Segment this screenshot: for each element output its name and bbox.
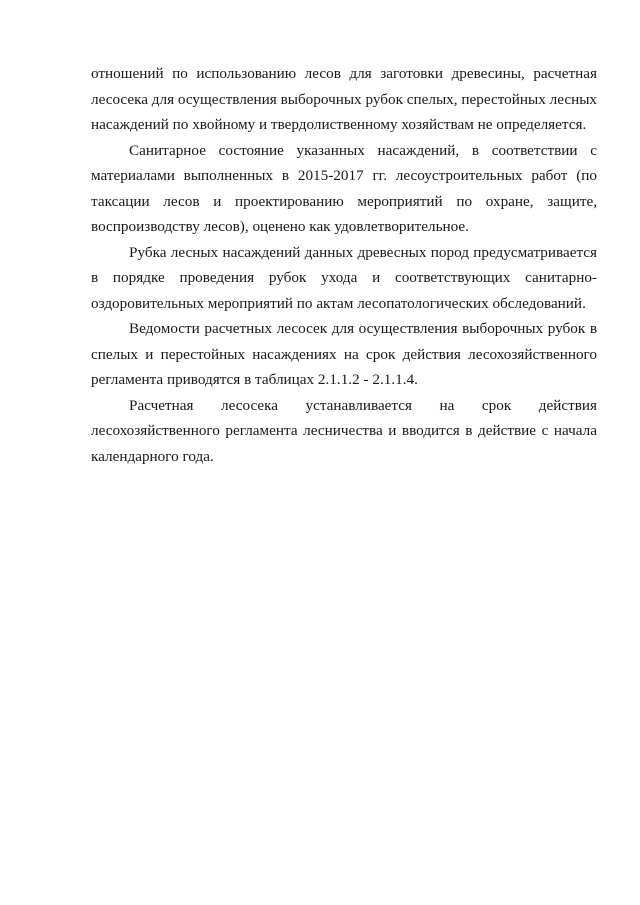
text-line: в порядке проведения рубок ухода и соответствующих санитарно- bbox=[91, 269, 597, 286]
text-line: регламента приводятся в таблицах 2.1.1.2 - 2.1.1.4. bbox=[91, 371, 418, 388]
paragraph-3 bbox=[91, 240, 597, 317]
text-line: отношений по использованию лесов для заготовки древесины, расчетная bbox=[91, 65, 597, 82]
text-line: оздоровительных мероприятий по актам лесопатологических обследований. bbox=[91, 294, 586, 312]
text-line: насаждений по хвойному и твердолиственному хозяйствам не определяется. bbox=[91, 116, 587, 133]
text-line: Расчетная лесосека устанавливается на срок действия bbox=[129, 396, 597, 414]
text-line: воспроизводству лесов), оценено как удовлетворительное. bbox=[91, 218, 469, 235]
paragraph-2 bbox=[91, 138, 597, 240]
document-body bbox=[91, 61, 597, 469]
text-line: Санитарное состояние указанных насаждений, в соответствии с bbox=[129, 141, 597, 159]
text-line: таксации лесов и проектированию мероприятий по охране, защите, bbox=[91, 192, 597, 210]
text-line: Ведомости расчетных лесосек для осуществления выборочных рубок в bbox=[129, 320, 597, 337]
text-line: спелых и перестойных насаждениях на срок действия лесохозяйственного bbox=[91, 345, 597, 363]
text-line: Рубка лесных насаждений данных древесных пород предусматривается bbox=[129, 243, 597, 261]
text-line: лесохозяйственного регламента лесничества и вводится в действие с начала bbox=[91, 422, 597, 439]
paragraph-5 bbox=[91, 393, 597, 470]
text-line: материалами выполненных в 2015-2017 гг. лесоустроительных работ (по bbox=[91, 167, 597, 184]
text-line: лесосека для осуществления выборочных рубок спелых, перестойных лесных bbox=[91, 90, 597, 108]
text-line: календарного года. bbox=[91, 447, 214, 465]
paragraph-1 bbox=[91, 61, 597, 138]
paragraph-4 bbox=[91, 316, 597, 393]
